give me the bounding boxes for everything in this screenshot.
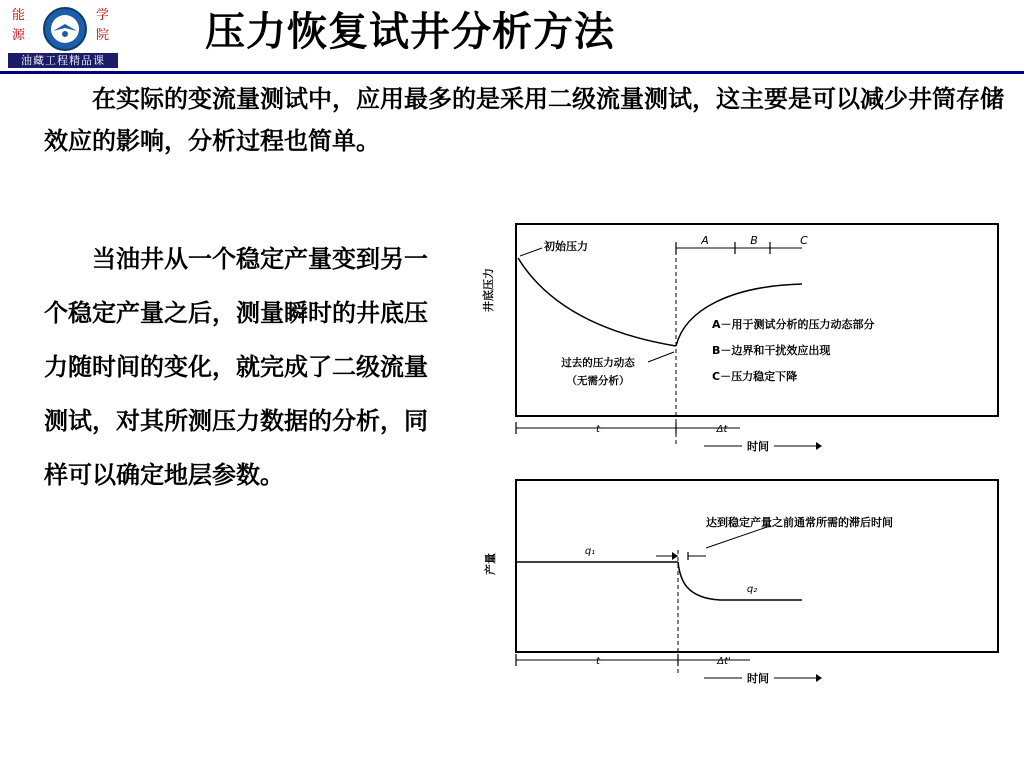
lag-annotation: 达到稳定产量之前通常所需的滞后时间 xyxy=(706,516,893,529)
q1-label: q₁ xyxy=(584,546,596,557)
rate-time-arrow-head-icon xyxy=(816,674,822,682)
rate-dt-label: Δt' xyxy=(717,656,731,667)
rate-diagram xyxy=(480,468,1010,690)
logo-char-2: 源 xyxy=(12,28,26,43)
past-label-2: （无需分析） xyxy=(566,375,630,387)
page-title: 压力恢复试井分析方法 xyxy=(205,9,615,55)
initial-pressure-label: 初始压力 xyxy=(544,240,588,253)
dt-label: Δt xyxy=(716,424,728,435)
side-text: 当油井从一个稳定产量变到另一个稳定产量之后，测量瞬时的井底压力随时间的变化，就完成了二级流量测试，对其所测压力数据的分析，同样可以确定地层参数。 xyxy=(44,245,428,489)
lag-arrow-head-icon xyxy=(672,552,678,560)
segment-c-label: C xyxy=(800,234,808,247)
legend-c: C－压力稳定下降 xyxy=(712,370,798,383)
annotation-leader xyxy=(706,526,770,548)
time-label: 时间 xyxy=(747,440,769,453)
legend-a: A－用于测试分析的压力动态部分 xyxy=(712,318,875,331)
rate-ylabel: 产量 xyxy=(484,553,497,575)
rate-q2-curve xyxy=(678,562,802,600)
time-arrow-head-icon xyxy=(816,442,822,450)
legend-b: B－边界和干扰效应出现 xyxy=(712,344,831,357)
pressure-ylabel: 井底压力 xyxy=(482,268,495,312)
logo-band: 油藏工程精品课 xyxy=(8,53,118,68)
pressure-diagram xyxy=(480,210,1010,460)
logo-char-4: 院 xyxy=(96,28,110,43)
rate-frame xyxy=(516,480,998,652)
pressure-decline-curve xyxy=(518,258,676,346)
side-paragraph xyxy=(44,232,434,502)
title-divider xyxy=(0,71,1024,74)
rate-t-label: t xyxy=(596,656,600,667)
logo-char-3: 学 xyxy=(96,8,110,23)
rate-time-label: 时间 xyxy=(747,672,769,685)
past-label-1: 过去的压力动态 xyxy=(561,357,635,369)
segment-b-label: B xyxy=(750,234,758,247)
logo-emblem-area xyxy=(8,6,118,52)
university-seal-icon xyxy=(42,6,88,52)
initial-leader xyxy=(520,248,542,256)
logo-char-1: 能 xyxy=(12,8,26,23)
intro-paragraph xyxy=(44,78,1004,162)
pressure-buildup-curve xyxy=(676,284,802,346)
q2-label: q₂ xyxy=(746,584,758,595)
intro-text: 在实际的变流量测试中，应用最多的是采用二级流量测试，这主要是可以减少井筒存储效应的影响，分析过程也简单。 xyxy=(44,85,1004,155)
institution-logo xyxy=(8,6,118,68)
segment-a-label: A xyxy=(701,234,709,247)
past-leader xyxy=(648,352,674,362)
t-label: t xyxy=(596,424,600,435)
